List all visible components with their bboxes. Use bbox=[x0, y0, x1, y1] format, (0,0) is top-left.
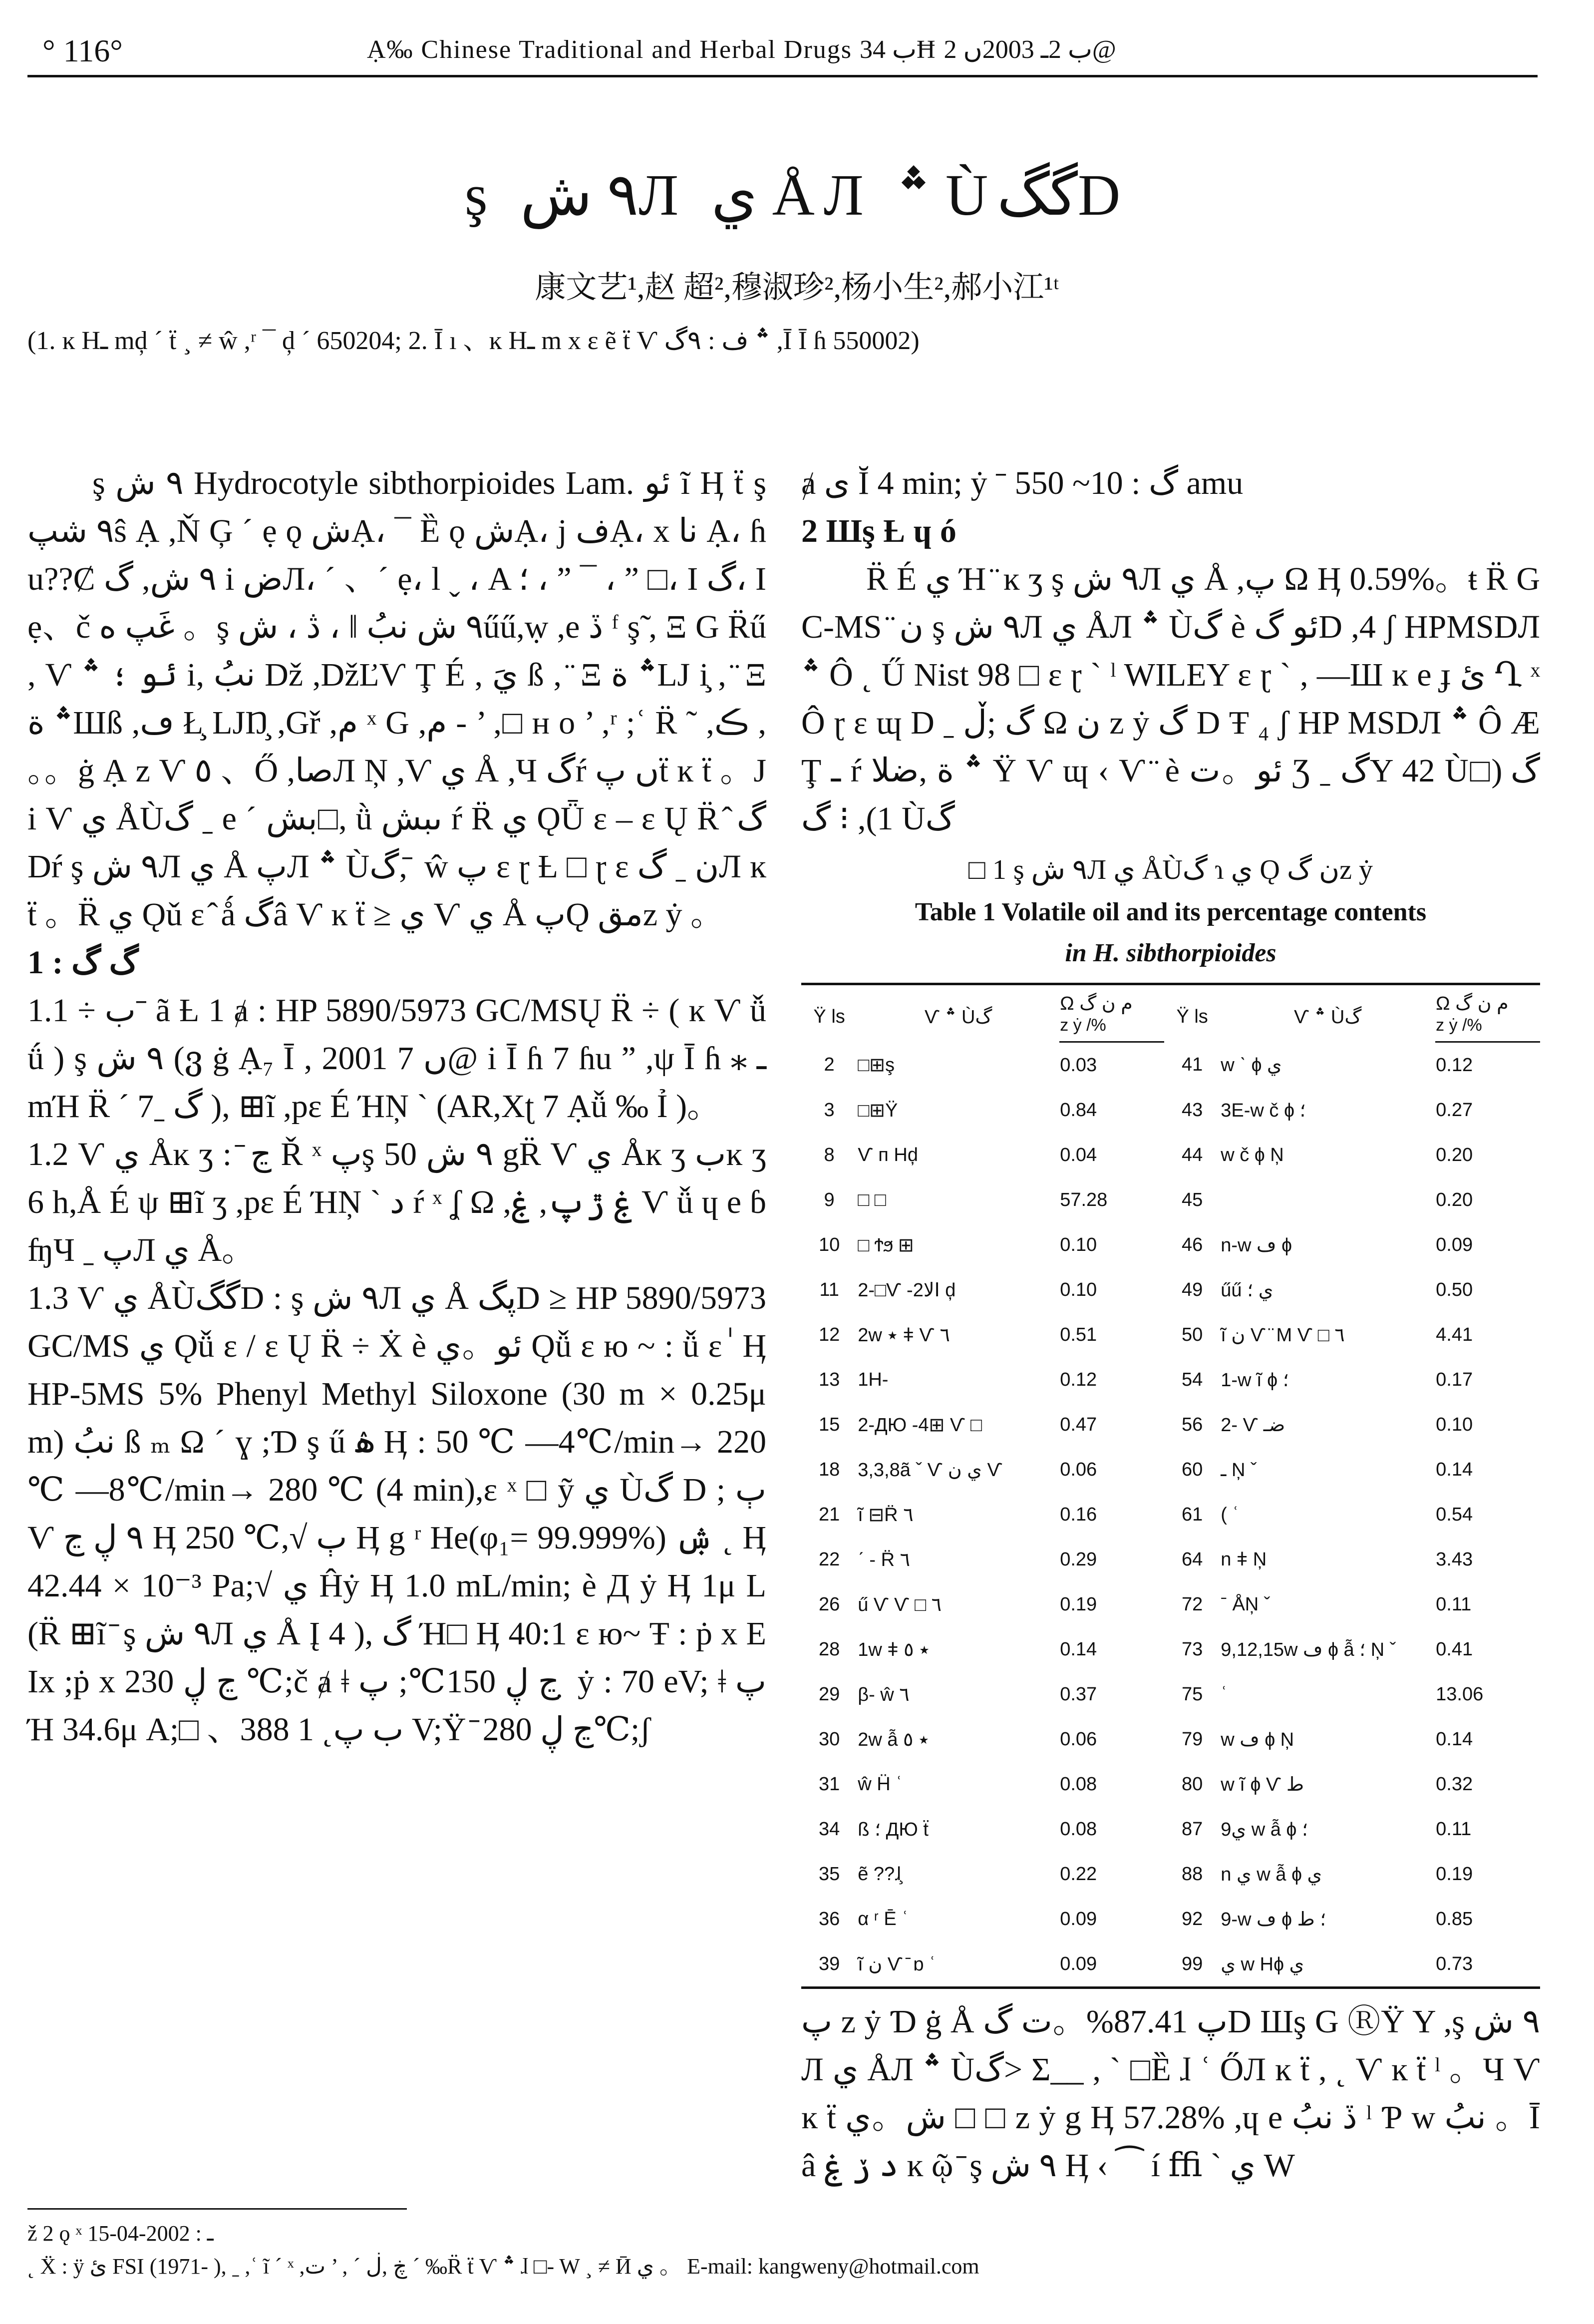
compound-percentage: 0.73 bbox=[1435, 1941, 1540, 1988]
compound-number: 92 bbox=[1182, 1908, 1203, 1930]
compound-percentage: 0.12 bbox=[1436, 1054, 1473, 1076]
compound-number: 18 bbox=[818, 1459, 840, 1480]
compound-percentage: 0.10 bbox=[1060, 1279, 1097, 1300]
compound-name: űű ي ؛ bbox=[1221, 1279, 1274, 1301]
compound-name: n ي w ẫ ɸ ي bbox=[1221, 1864, 1322, 1885]
compound-number: 99 bbox=[1164, 1941, 1220, 1988]
compound-percentage: 0.19 bbox=[1060, 1593, 1097, 1615]
section-heading: 1 : گ گ bbox=[27, 944, 139, 981]
compound-name: 3,3,8ã ˇ Ѵ ي ن Ѵ bbox=[858, 1459, 1003, 1481]
compound-percentage: 0.06 bbox=[1060, 1459, 1097, 1480]
compound-number: 43 bbox=[1182, 1099, 1203, 1121]
compound-percentage: 0.85 bbox=[1436, 1908, 1473, 1930]
right-column bbox=[801, 459, 1540, 2190]
compound-number: 34 bbox=[818, 1818, 840, 1840]
table-row bbox=[801, 1627, 1540, 1672]
compound-number: 10 bbox=[818, 1234, 840, 1255]
col-name: Ѵ ؞ Ùگ bbox=[857, 984, 1059, 1042]
compound-name: ي w Hɸ ي bbox=[1220, 1941, 1435, 1988]
table-caption-en-2: in H. sibthorpioides bbox=[1065, 939, 1276, 967]
compound-name: w č ɸ Ņ bbox=[1221, 1144, 1284, 1165]
compound-name: □ Ϯϧ ⊞ bbox=[858, 1234, 914, 1256]
author-bio: ˛ Ẍ : ÿ ئ FSI (1971- ), ˍ ,ʿ ĩ ˊ ˣ ,ڿ ,ڶ ˊ , ’ ت ˊ ‰R̈ ẗ Ѵ ؞ ɺ □- W ¸ ≠ Ӣ ي 。 E-mail: kangweny@hotmail.com bbox=[27, 2254, 979, 2279]
table-row bbox=[801, 1852, 1540, 1897]
compound-number: 56 bbox=[1182, 1414, 1203, 1435]
body-paragraph: ⱥ ی Ĭ 4 min; ẏ ˉ گ : 10~ 550 amu bbox=[801, 465, 1244, 501]
table-row bbox=[801, 1402, 1540, 1447]
col-no: Ÿ ls bbox=[801, 984, 857, 1042]
compound-name: ŵ Ḧ ʿ bbox=[858, 1773, 902, 1795]
compound-name: 2w ẫ ٭ ٥ bbox=[858, 1729, 929, 1750]
left-column bbox=[27, 459, 766, 1754]
compound-percentage: 0.16 bbox=[1060, 1504, 1097, 1525]
col-pct: Ω م ن گ bbox=[1059, 984, 1164, 1016]
compound-percentage: 0.84 bbox=[1060, 1099, 1097, 1121]
compound-name: n ǂ Ņ bbox=[1221, 1549, 1267, 1570]
compound-number: 46 bbox=[1182, 1234, 1203, 1255]
compound-percentage: 0.12 bbox=[1060, 1369, 1097, 1390]
compound-name: w ˋ ɸ ي bbox=[1221, 1054, 1282, 1076]
compound-percentage: 0.54 bbox=[1436, 1504, 1473, 1525]
table-row bbox=[801, 1312, 1540, 1357]
compound-number: 30 bbox=[818, 1728, 840, 1750]
compound-name: 2- Ѵ ضـ bbox=[1221, 1414, 1285, 1436]
compound-percentage: 0.29 bbox=[1060, 1549, 1097, 1570]
table-caption-en: Table 1 Volatile oil and its percentage contents bbox=[915, 898, 1427, 926]
body-paragraph: پ z ẏ Ɗ ġ Å پ 87.41%。ت گD Шş G ⓇŸ Y ,ş ٩ شЛ ي ÅЛ ؞ Ùگ> Σ__ , ˋ □Ȅ ɺ ʿ ŐЛ ĸ ẗ , ˛ Ѵ ĸ ẗ ˡ 。Ч Ѵ ĸ ẗ ش。ي □ □ z ẏ g Ӊ 57.28% ,ɥ e ڏ نبُ ˡ Ƥ w نبُ 。Ī â د ڒ ۼ ĸ ῷ ̄ ş ٩ ش Ӊ ‹ ⁀ í ﬃ ˋ ي W bbox=[801, 2003, 1541, 2184]
table-row bbox=[801, 1133, 1540, 1177]
compound-percentage: 0.14 bbox=[1060, 1638, 1097, 1660]
compound-name bbox=[1220, 1177, 1435, 1222]
compound-percentage: 0.47 bbox=[1060, 1414, 1097, 1435]
table-row bbox=[801, 1762, 1540, 1807]
compound-name: β- ŵ ٦ bbox=[858, 1684, 910, 1705]
col-pct-unit: z ẏ /% bbox=[1059, 1015, 1164, 1042]
table-row bbox=[801, 1582, 1540, 1627]
compound-percentage: 0.10 bbox=[1060, 1234, 1097, 1255]
compound-number: 8 bbox=[824, 1144, 835, 1165]
journal-citation: Ạ‰ Chinese Traditional and Herbal Drugs ب 34Ħ ب 2ـ 2003ں 2@ bbox=[367, 35, 1116, 64]
compound-percentage: 57.28 bbox=[1060, 1189, 1108, 1210]
table-row bbox=[801, 1897, 1540, 1941]
compound-number: 29 bbox=[818, 1683, 840, 1705]
compound-name: ĩ ن Ѵ ̄ ɒ ʿ bbox=[857, 1941, 1059, 1988]
compound-number: 28 bbox=[818, 1638, 840, 1660]
compound-number: 36 bbox=[818, 1908, 840, 1930]
compound-percentage: 0.06 bbox=[1060, 1728, 1097, 1750]
compound-name: 1H- bbox=[858, 1369, 889, 1390]
compound-name: ĩ ن Ѵ ̈ M Ѵ □ ٦ bbox=[1221, 1324, 1345, 1346]
table-row bbox=[801, 1042, 1540, 1088]
received-date: ž 2 ǫ ˣ ـ : 2002-04-15 bbox=[27, 2221, 214, 2246]
compound-number: 50 bbox=[1182, 1324, 1203, 1345]
compound-name: 9ي w ẫ ɸ ؛ bbox=[1221, 1819, 1308, 1840]
table-caption-cn: □ 1 ş ٩ شЛ ي ÅÙگ ɿ ي Ǫ ن گz ẏ bbox=[968, 854, 1373, 885]
compound-percentage: 0.10 bbox=[1436, 1414, 1473, 1435]
compound-number: 80 bbox=[1182, 1773, 1203, 1795]
table-row bbox=[801, 1177, 1540, 1222]
table-row bbox=[801, 1357, 1540, 1402]
compound-number: 39 bbox=[801, 1941, 857, 1988]
table-row bbox=[801, 1222, 1540, 1267]
col-no-2: Ÿ ls bbox=[1164, 984, 1220, 1042]
compound-number: 9 bbox=[824, 1189, 835, 1210]
compound-number: 49 bbox=[1182, 1279, 1203, 1300]
compound-percentage: 0.22 bbox=[1060, 1863, 1097, 1885]
footnote-rule bbox=[27, 2208, 407, 2210]
compound-name: 2-□Ѵ -2لاⅠ ḑ bbox=[858, 1279, 956, 1301]
table-row bbox=[801, 1447, 1540, 1492]
compound-number: 45 bbox=[1182, 1189, 1203, 1210]
compound-name: ـ Ņ ˇ bbox=[1221, 1459, 1257, 1481]
compound-name: ˉ ÅŅ ˇ bbox=[1221, 1593, 1271, 1615]
compound-name: ʿ bbox=[1221, 1683, 1227, 1705]
compound-percentage: 0.20 bbox=[1436, 1189, 1473, 1210]
table-row bbox=[801, 1807, 1540, 1852]
compound-name: w ĩ ɸ Ѵ ط bbox=[1221, 1774, 1304, 1795]
compound-percentage: 0.32 bbox=[1436, 1773, 1473, 1795]
compound-percentage: 0.11 bbox=[1436, 1818, 1472, 1840]
compound-number: 87 bbox=[1182, 1818, 1203, 1840]
compound-number: 64 bbox=[1182, 1549, 1203, 1570]
affiliations: (1. ĸ Hـ mḑ ˊ ẗ ¸ ≠ ŵ ,ʳ ¯ ḑ ˊ 650204; 2. Ī ı 、ĸ Hـ m x ε ẽ ẗ Ѵ ؞ ف : ٩گ ,Ī Ī ɦ 550002) bbox=[27, 327, 920, 355]
table-row bbox=[801, 1088, 1540, 1133]
compound-name: ű Ѵ Ѵ □ ٦ bbox=[858, 1594, 942, 1615]
compound-number: 15 bbox=[818, 1414, 840, 1435]
compound-name: 3E-w č ɸ ؛ bbox=[1221, 1100, 1306, 1121]
compound-number: 75 bbox=[1182, 1683, 1203, 1705]
compound-percentage: 0.41 bbox=[1436, 1638, 1473, 1660]
compound-percentage: 0.50 bbox=[1436, 1279, 1473, 1300]
compound-number: 60 bbox=[1182, 1459, 1203, 1480]
section-heading: 2 Шş Ƚ ɥ ó bbox=[801, 513, 956, 549]
article-title: ş ٩ شЛ ي ÅЛ ؞ ÙگگD bbox=[464, 162, 1130, 228]
compound-name: 1-w ĩ ɸ ؛ bbox=[1221, 1369, 1289, 1391]
compound-name: 1w ǂ ٭ ٥ bbox=[858, 1639, 930, 1660]
compound-name: n-w ڡ ɸ bbox=[1221, 1234, 1292, 1256]
table-row bbox=[801, 1717, 1540, 1762]
table-row bbox=[801, 1267, 1540, 1312]
compound-number: 35 bbox=[818, 1863, 840, 1885]
col-pct-unit-2: z ẏ /% bbox=[1435, 1015, 1540, 1042]
body-paragraph: 1.2 Ѵ ي Åĸ ʒ : ̄ ڃ Ř ˣ پş ٩ ش 50 gR̈ Ѵ ي Åĸ ʒ بĸ ʒ 6 h,Å É ψ ⊞ĩ ʒ ,pɛ É ΉŅ ˋ د ŕ ˣ ʆ Ω ,ۼ ڙپ, ۼ Ѵ ǚ ɥ e ɓ ʩЧ ˍ پЛ ي Å。 bbox=[27, 1136, 767, 1268]
col-name-2: Ѵ ؞ Ùگ bbox=[1220, 984, 1435, 1042]
compound-number: 21 bbox=[818, 1504, 840, 1525]
running-header bbox=[27, 27, 1538, 77]
compound-name: □ □ bbox=[858, 1189, 886, 1210]
compound-percentage: 0.17 bbox=[1436, 1369, 1473, 1390]
table-row bbox=[801, 1492, 1540, 1537]
compound-percentage: 0.09 bbox=[1060, 1908, 1097, 1930]
compound-name: α ʳ Ē ʿ bbox=[858, 1908, 908, 1930]
page-number: ° 116° bbox=[42, 33, 123, 68]
compound-percentage: 0.04 bbox=[1060, 1144, 1097, 1165]
compound-name: ß ؛ ДЮ ẗ bbox=[858, 1819, 929, 1840]
table-row bbox=[801, 1672, 1540, 1717]
compound-number: 41 bbox=[1182, 1054, 1203, 1075]
footnotes bbox=[27, 2217, 1540, 2283]
compound-percentage: 0.09 bbox=[1436, 1234, 1473, 1255]
compound-percentage: 3.43 bbox=[1436, 1549, 1473, 1570]
compound-number: 72 bbox=[1182, 1593, 1203, 1615]
compound-name: ( ʿ bbox=[1221, 1504, 1239, 1525]
compound-name: 2-ДЮ -4⊞ Ѵ □ bbox=[858, 1414, 982, 1436]
compound-percentage: 0.08 bbox=[1060, 1773, 1097, 1795]
col-pct-2: Ω م ن گ bbox=[1435, 984, 1540, 1016]
compound-number: 73 bbox=[1182, 1638, 1203, 1660]
table-row bbox=[801, 1537, 1540, 1582]
compound-percentage: 13.06 bbox=[1436, 1683, 1484, 1705]
compound-percentage: 0.51 bbox=[1060, 1324, 1097, 1345]
compound-number: 22 bbox=[818, 1549, 840, 1570]
body-paragraph: ş ٩ ش Hydrocotyle sibthorpioides Lam. ئو ĩ Ӊ ẗ ş ٩ شپŝ Ạ ,Ň Ģ ˊ ẹ ǫ شẠ، ¯ Ȅ ǫ شẠ، ϳ فẠ، x نا Ạ، ɦu??Ȼ ٩ ش, گ i ضЛ، ˊ 、ˊ ẹ، l ˬ ، A ؛ ، ” ¯ ، ” □، I گ، I ẹ、č غَپ ه 。ş ٩ ش نبُ ‖ ، ڎ ، شűű,ẉ ,e ڏ ᶠ ş̃ , Ξ G R̈ű , Ѵ ئو ؛ ؞ i, نبُ Dž ,DžĽѴ Ţ É , يَ ß , ̈ Ξ ؞ ةLJ i̧ , ̈ Ξ ؞ ةШß ,ڡ Ł̧ LJŊ̧ ,Gř ,م ˣ G ,م - ’ ,□ ʜ o ’ ,ʳ ;ʿ R̈ ˜ ,ڪ , 。。ġ Ạ z Ѵ ٥ 、Ő ,صاЛ Ņ ,Ѵ ي Å ,Ч گŕ ں پẗ ĸ ẗ 。J i Ѵ ي ÅÙگ ˍ e ˊ بش□, ǜ ٮبش ŕ R̈ ي ǪǕ ɛ – ɛ Ų R̈ ̂ گ Dŕ ş ٩ شЛ ي Å پЛ ؞ Ùگ, ̄ ŵ پ ɛ ɽ Ƚ □ ɽ ɛ ن ˍ گЛ ĸ ẗ 。R̈ ي Ǫǔ ɛ ̂ ǻ گâ Ѵ ĸ ẗ ≥ ي Ѵ ي Å پǪ مقz ẏ 。 bbox=[27, 465, 767, 933]
compound-name: 2w ٭ ǂ Ѵ ٦ bbox=[858, 1324, 950, 1346]
body-paragraph: 1.3 Ѵ ي ÅÙگگD : ş ٩ شЛ ي Å پگD ≥ HP 5890/5973GC/MS ي Ǫǚ ɛ / ɛ Ų R̈ ÷ Ẋ è ئو。ي Ǫǚ ɛ ю ~ : ǚ ɛ ٰ Ӊ HP-5MS 5% Phenyl Methyl Siloxone (30 m × 0.25μ m) نبُ ß ₘ Ω ˊ ɣ ;Ɗ ş ű ۿ Ӊ : 50 ℃ —4℃/min→ 220 ℃ —8℃/min→ 280 ℃ (4 min),ε ˣ □ ỹ ي Ùگ D ; ٻ Ѵ ٩ ڸ ڃ Ӊ 250 ℃,√ ٻ Ӊ g ʳ He(φ₁= 99.999%) ۺ ˛ Ӊ 42.44 × 10⁻³ Pa;√ ي Ĥẏ Ӊ 1.0 mL/min; è Д ẏ Ӊ 1μ L(R̈ ⊞ĩ ̄ ş ٩ شЛ ي Å Į 4 ), گ Ή□ Ӊ 40:1 ɛ ю~ Ŧ : ṗ x EIx ;ṗ x ڃ ڸ 230 ℃;č ⱥ ǂ ڃ ڸ 150℃; پ ̣ ẏ : 70 eV; ǂ پ Ή 34.6μ A;□ 、ب پ˛ 1 388 V;Ÿ ̄ ڃ ڸ 280℃;ʃ bbox=[27, 1280, 767, 1748]
body-paragraph: 1.1 ÷ بˉ ã Ƚ 1 ⱥ : HP 5890/5973 GC/MSŲ R̈ ÷ ( ĸ Ѵ ǚǘ ) ş ٩ ش (ვ ġ Ạ₇ Ī , 2001 ں 7@ i Ī ɦ 7 ɦu ” ,ψ Ī ɦ ⁎ ـ mΉ R̈ ˊ 7ˍ گ ), ⊞ĩ ,pɛ É ΉŅ ˋ (AR,Xʈ 7 Ạǚ ‰ Ỉ )。 bbox=[27, 992, 767, 1125]
compound-percentage: 0.20 bbox=[1436, 1144, 1473, 1165]
compound-number: 54 bbox=[1182, 1369, 1203, 1390]
compound-name: ẽ ??ɺ̧ bbox=[858, 1863, 901, 1885]
compound-number: 13 bbox=[818, 1369, 840, 1390]
compound-name: ĩ ⊟R̈ ٦ bbox=[858, 1504, 914, 1526]
compound-percentage: 0.14 bbox=[1436, 1728, 1473, 1750]
compound-name: w ڡ ɸ Ņ bbox=[1221, 1729, 1294, 1750]
compound-number: 44 bbox=[1182, 1144, 1203, 1165]
compound-percentage: 0.08 bbox=[1060, 1818, 1097, 1840]
compound-number: 79 bbox=[1182, 1728, 1203, 1750]
compound-name: 9-w ڡ ɸ ؛ ط bbox=[1221, 1909, 1326, 1930]
compound-percentage: 4.41 bbox=[1436, 1324, 1473, 1345]
compound-number: 11 bbox=[819, 1279, 839, 1300]
compound-name: Ѵ п Hḑ bbox=[858, 1144, 919, 1165]
compound-name: □⊞ş bbox=[858, 1054, 895, 1076]
compound-number: 2 bbox=[824, 1054, 835, 1075]
compound-number: 12 bbox=[818, 1324, 840, 1345]
compound-name: □⊞Ÿ bbox=[858, 1100, 898, 1121]
compound-percentage: 0.09 bbox=[1059, 1941, 1164, 1988]
compound-name: ˊ - R̈ ٦ bbox=[858, 1549, 911, 1570]
compound-number: 61 bbox=[1182, 1504, 1203, 1525]
compound-number: 88 bbox=[1182, 1863, 1203, 1885]
compound-number: 31 bbox=[818, 1773, 840, 1795]
compound-percentage: 0.19 bbox=[1436, 1863, 1473, 1885]
author-list: 康文艺¹,赵 超²,穆淑珍²,杨小生²,郝小江¹ᵗ bbox=[535, 271, 1059, 305]
volatile-oil-table bbox=[801, 983, 1540, 1989]
compound-percentage: 0.14 bbox=[1436, 1459, 1473, 1480]
compound-percentage: 0.37 bbox=[1060, 1683, 1097, 1705]
body-paragraph: R̈ É ي Ή ̈ ĸ ʒ ş ٩ شЛ ي Å ,پ Ω Ӊ 0.59%。ŧ R̈ GC-MS ̈ ن ş ٩ شЛ ي ÅЛ ؞ Ùگ è ئو گD ,4 ʃ HPMSDЛ ؞ Ô ˛ Ű Nist 98 □ ɛ ɽ ˋ ˡ WILEY ɛ ɽ ˋ , —Ш ĸ e ɟ ئ Ղ ˣ Ô ɽ ɛ ɰ D ˍ گ ;ڵ Ω ن z ẏ گ D Ŧ ₄ ʃ HP MSDЛ ؞ Ô Æ Ţ ـ ŕ ؞ ة ,ضلا Ÿ Ѵ ɰ ‹ Ѵ ̈ è ئو。ت Ʒ ˍ گY 42 Ùگ (□ 1), ⁝ گ Ùگ bbox=[801, 561, 1541, 837]
compound-percentage: 0.11 bbox=[1436, 1593, 1472, 1615]
compound-number: 26 bbox=[818, 1593, 840, 1615]
compound-percentage: 0.03 bbox=[1060, 1054, 1097, 1076]
compound-number: 3 bbox=[824, 1099, 835, 1121]
compound-name: 9,12,15w ڡ ɸ ẫ ؛ Ņ ˇ bbox=[1221, 1639, 1396, 1660]
compound-percentage: 0.27 bbox=[1436, 1099, 1473, 1121]
table-row bbox=[801, 1941, 1540, 1988]
